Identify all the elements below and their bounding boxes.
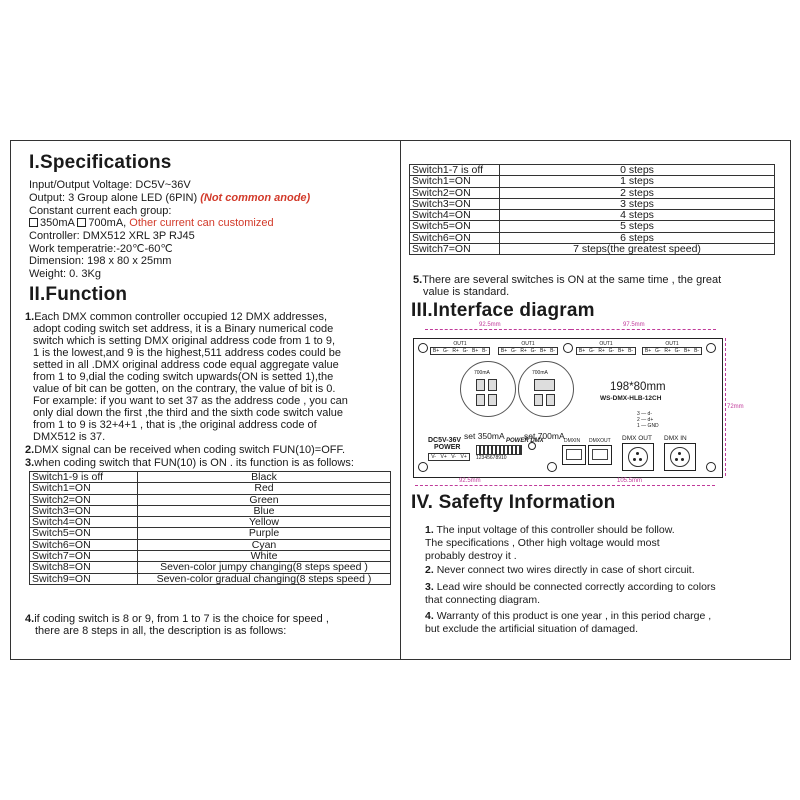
spec-current-options <box>29 217 274 229</box>
power-voltage: DC5V-36V <box>428 437 462 444</box>
pin: B- <box>482 348 488 354</box>
switch-cell: Switch4=ON <box>30 517 138 528</box>
dim-top-left: 92.5mm <box>479 322 501 328</box>
switch-cell: Switch1-7 is off <box>410 165 500 176</box>
pin: B- <box>628 348 634 354</box>
p1-line: adopt coding switch set address, it is a Binary numerical code <box>33 323 334 335</box>
dim-line-bottom-right <box>547 485 715 486</box>
pin: B+ <box>432 348 440 354</box>
output-terminal-3 <box>576 341 636 355</box>
table-row <box>30 483 391 494</box>
value-cell: 1 steps <box>500 176 775 187</box>
jumper-icon <box>488 379 497 391</box>
p2-number: 2. <box>25 444 35 456</box>
pin: G- <box>462 348 469 354</box>
p1-line: DMX512 is 37. <box>33 431 106 443</box>
spec-output-text: Output: 3 Group alone LED (6PIN) <box>29 192 198 204</box>
current-700: 700mA, <box>88 217 127 229</box>
value-cell: 6 steps <box>500 232 775 243</box>
p3-number: 3. <box>25 457 35 469</box>
current-note: Other current can customized <box>129 217 274 229</box>
dmx-in-label: DMX IN <box>664 435 687 442</box>
spec-work-temp: Work temperatrie:-20℃-60℃ <box>29 243 173 255</box>
pin: V- <box>451 454 456 460</box>
note-5 <box>413 274 721 286</box>
dim-top-right: 97.5mm <box>623 322 645 328</box>
p1-line: For example: if you want to set 37 as the address code , you can <box>33 395 348 407</box>
table-row <box>410 176 775 187</box>
mount-hole-icon <box>706 462 716 472</box>
xlr-pin <box>678 452 681 455</box>
pin: R+ <box>664 348 671 354</box>
pin: R+ <box>598 348 605 354</box>
interface-heading: III.Interface diagram <box>411 300 595 321</box>
jumper-icon <box>546 394 555 406</box>
pin: B+ <box>500 348 508 354</box>
switch-cell: Switch7=ON <box>410 244 500 255</box>
value-cell: Yellow <box>138 517 391 528</box>
switch-cell: Switch1=ON <box>410 176 500 187</box>
table-row <box>410 232 775 243</box>
pin: B+ <box>684 348 691 354</box>
jumper-icon <box>476 379 485 391</box>
dim-line-bottom-left <box>415 485 547 486</box>
safety-line: Lead wire should be connected correctly according to colors <box>436 581 716 593</box>
value-cell: 5 steps <box>500 221 775 232</box>
p1-line: 1 is the lowest,and 9 is the highest,511 address codes could be <box>33 347 341 359</box>
terminal-pins <box>642 347 702 355</box>
p4-line: there are 8 steps in all, the description is as follows: <box>35 625 287 637</box>
dmx-pin-legend: 2 — d+ <box>637 417 654 423</box>
pin: G- <box>510 348 517 354</box>
set-350-circle <box>460 361 516 417</box>
pin: G- <box>588 348 595 354</box>
dim-bottom-right: 105.5mm <box>617 478 643 484</box>
power-dmx-label: POWER DMX <box>506 438 544 444</box>
set-350-label: set 350mA <box>464 431 505 441</box>
xlr-pin <box>639 458 642 461</box>
rj45-out-label: DMXOUT <box>589 438 611 444</box>
dim-line-top-left <box>425 329 571 330</box>
switch-cell: Switch1=ON <box>30 483 138 494</box>
switch-cell: Switch6=ON <box>410 232 500 243</box>
pin: B+ <box>472 348 479 354</box>
checkbox-350-icon <box>29 218 38 227</box>
spec-voltage: Input/Output Voltage: DC5V~36V <box>29 179 191 191</box>
power-label: POWER <box>434 444 461 451</box>
table-row <box>410 221 775 232</box>
xlr-out-port-icon <box>622 443 654 471</box>
current-label: 700mA <box>474 370 490 376</box>
safety-line: The specifications , Other high voltage would most <box>425 537 660 549</box>
p1-line: from 1 to 9 is 32+4+1 , that is ,the original address code of <box>33 419 317 431</box>
p1-line: switch which is setting DMX original address code from 1 to 9, <box>33 335 336 347</box>
value-cell: Blue <box>138 505 391 516</box>
rj45-out-port-icon <box>588 445 612 465</box>
jumper-icon <box>488 394 497 406</box>
value-cell: Red <box>138 483 391 494</box>
mount-hole-icon <box>563 343 573 353</box>
spec-dimension: Dimension: 198 x 80 x 25mm <box>29 255 172 267</box>
pin: B+ <box>644 348 652 354</box>
pin: R+ <box>452 348 459 354</box>
value-cell: Green <box>138 494 391 505</box>
led-icon <box>528 442 536 450</box>
switch-numbers: 12345678910 <box>476 455 507 461</box>
xlr-pin <box>681 458 684 461</box>
interface-diagram <box>403 322 744 494</box>
checkbox-700-icon <box>77 218 86 227</box>
table-row <box>410 210 775 221</box>
safety-line: that connecting diagram. <box>425 594 540 606</box>
pin: V+ <box>460 454 467 460</box>
safety-line: Never connect two wires directly in case of short circuit. <box>436 564 695 576</box>
xlr-ring <box>670 447 690 467</box>
switch-cell: Switch6=ON <box>30 539 138 550</box>
right-page <box>400 140 791 660</box>
out-label: OUT1 <box>599 341 613 347</box>
dmx-pin-legend: 3 — d- <box>637 411 653 417</box>
pin: B+ <box>618 348 625 354</box>
rj45-in-port-icon <box>562 445 586 465</box>
left-page <box>10 140 401 660</box>
safety-line: The input voltage of this controller should be follow. <box>436 524 675 536</box>
function-paragraph-3 <box>25 457 354 469</box>
pin: G- <box>654 348 661 354</box>
safety-item-2 <box>425 564 695 576</box>
switch-cell: Switch3=ON <box>30 505 138 516</box>
safety-line: probably destroy it . <box>425 550 517 562</box>
value-cell: Black <box>138 472 391 483</box>
terminal-pins <box>430 347 490 355</box>
p1-number: 1. <box>25 311 35 323</box>
dim-side: 72mm <box>727 404 744 410</box>
xlr-ring <box>628 447 648 467</box>
table-row <box>410 244 775 255</box>
board-model: WS-DMX-HLB-12CH <box>600 395 662 402</box>
terminal-pins <box>576 347 636 355</box>
switch-cell: Switch2=ON <box>30 494 138 505</box>
jumper-icon <box>534 394 543 406</box>
out-label: OUT1 <box>521 341 535 347</box>
value-cell: Seven-color jumpy changing(8 steps speed ) <box>138 562 391 573</box>
power-terminal <box>428 453 470 461</box>
pin: B- <box>550 348 556 354</box>
jumper-icon <box>476 394 485 406</box>
p1-line: value of bit can be gotten, on the contrary, the value of bit is 0. <box>33 383 336 395</box>
pin: V+ <box>440 454 447 460</box>
safety-line: Warranty of this product is one year , in this period charge , <box>436 610 712 622</box>
safety-number: 2. <box>425 564 434 576</box>
switch-cell: Switch5=ON <box>410 221 500 232</box>
jumper-icon <box>534 379 555 391</box>
mount-hole-icon <box>418 462 428 472</box>
mount-hole-icon <box>706 343 716 353</box>
switch-cell: Switch7=ON <box>30 551 138 562</box>
set-700-circle <box>518 361 574 417</box>
current-350: 350mA <box>40 217 75 229</box>
table-row <box>410 198 775 209</box>
spec-weight: Weight: 0. 3Kg <box>29 268 101 280</box>
output-terminal-4 <box>642 341 702 355</box>
current-label: 700mA <box>532 370 548 376</box>
pin: G- <box>608 348 615 354</box>
output-terminal-1 <box>430 341 490 355</box>
output-terminal-2 <box>498 341 558 355</box>
rj45-in-label: DMXIN <box>564 438 581 444</box>
table-row <box>30 472 391 483</box>
p2-text: DMX signal can be received when coding switch FUN(10)=OFF. <box>34 444 346 456</box>
p1-line: setted in all .DMX original address code equal aggregate value <box>33 359 339 371</box>
p1-line: Each DMX common controller occupied 12 DMX addresses, <box>34 311 328 323</box>
xlr-pin <box>636 452 639 455</box>
switch-cell: Switch4=ON <box>410 210 500 221</box>
switch-cell: Switch2=ON <box>410 187 500 198</box>
color-function-table <box>29 471 391 585</box>
out-label: OUT1 <box>453 341 467 347</box>
safety-item-1 <box>425 524 675 536</box>
note5-number: 5. <box>413 274 423 286</box>
xlr-pin <box>675 458 678 461</box>
xlr-in-port-icon <box>664 443 696 471</box>
xlr-pin <box>633 458 636 461</box>
table-row <box>30 517 391 528</box>
note5-line: value is standard. <box>423 286 510 298</box>
table-row <box>30 551 391 562</box>
set-700-label: set 700mA <box>524 431 565 441</box>
pin: G- <box>530 348 537 354</box>
pin: B+ <box>540 348 547 354</box>
dim-line-top-right <box>571 329 716 330</box>
mount-hole-icon <box>418 343 428 353</box>
specifications-heading: I.Specifications <box>29 152 172 173</box>
value-cell: 2 steps <box>500 187 775 198</box>
switch-cell: Switch9=ON <box>30 573 138 584</box>
pin: B- <box>694 348 700 354</box>
port-socket <box>592 449 608 460</box>
p4-line: if coding switch is 8 or 9, from 1 to 7 is the choice for speed , <box>34 613 329 625</box>
value-cell: 3 steps <box>500 198 775 209</box>
value-cell: 0 steps <box>500 165 775 176</box>
safety-heading: IV. Safefty Information <box>411 492 616 513</box>
safety-number: 4. <box>425 610 434 622</box>
function-paragraph-1 <box>25 311 327 323</box>
switch-cell: Switch1-9 is off <box>30 472 138 483</box>
value-cell: Cyan <box>138 539 391 550</box>
p1-line: only dial down the first ,the third and the sixth code switch value <box>33 407 344 419</box>
pin: V- <box>431 454 436 460</box>
function-heading: II.Function <box>29 284 128 305</box>
safety-number: 3. <box>425 581 434 593</box>
value-cell: White <box>138 551 391 562</box>
dip-switch-icon <box>476 445 522 455</box>
out-label: OUT1 <box>665 341 679 347</box>
dmx-pin-legend: 1 — GND <box>637 423 659 429</box>
pin: G- <box>442 348 449 354</box>
note5-line: There are several switches is ON at the same time , the great <box>422 274 722 286</box>
pin: R+ <box>520 348 527 354</box>
terminal-pins <box>498 347 558 355</box>
value-cell: Purple <box>138 528 391 539</box>
function-paragraph-2 <box>25 444 345 456</box>
switch-cell: Switch8=ON <box>30 562 138 573</box>
p3-text: when coding switch that FUN(10) is ON . its function is as follows: <box>34 457 354 469</box>
safety-line: but exclude the artificial situation of damaged. <box>425 623 639 635</box>
safety-item-4 <box>425 610 711 622</box>
controller-board <box>413 338 723 478</box>
pin: B+ <box>578 348 586 354</box>
table-row <box>30 562 391 573</box>
table-row <box>30 494 391 505</box>
switch-cell: Switch5=ON <box>30 528 138 539</box>
dmx-out-label: DMX OUT <box>622 435 652 442</box>
dim-line-side <box>725 338 726 476</box>
table-row <box>30 539 391 550</box>
value-cell: 7 steps(the greatest speed) <box>500 244 775 255</box>
pin: G- <box>674 348 681 354</box>
value-cell: 4 steps <box>500 210 775 221</box>
spec-constant-current: Constant current each group: <box>29 205 172 217</box>
p1-line: from 1 to 9,dial the coding switch upwards(ON is setted 1),the <box>33 371 334 383</box>
port-socket <box>566 449 582 460</box>
switch-cell: Switch3=ON <box>410 198 500 209</box>
value-cell: Seven-color gradual changing(8 steps speed ) <box>138 573 391 584</box>
safety-item-3 <box>425 581 716 593</box>
speed-table <box>409 164 775 255</box>
safety-number: 1. <box>425 524 434 536</box>
p4-number: 4. <box>25 613 35 625</box>
table-row <box>30 528 391 539</box>
table-row <box>30 505 391 516</box>
table-row <box>410 165 775 176</box>
function-paragraph-4 <box>25 613 329 625</box>
table-row <box>30 573 391 584</box>
mount-hole-icon <box>547 462 557 472</box>
spec-controller: Controller: DMX512 XRL 3P RJ45 <box>29 230 195 242</box>
spec-output <box>29 192 310 204</box>
table-row <box>410 187 775 198</box>
board-size: 198*80mm <box>610 381 666 393</box>
spec-output-note: (Not common anode) <box>200 192 311 204</box>
dim-bottom-left: 92.5mm <box>459 478 481 484</box>
